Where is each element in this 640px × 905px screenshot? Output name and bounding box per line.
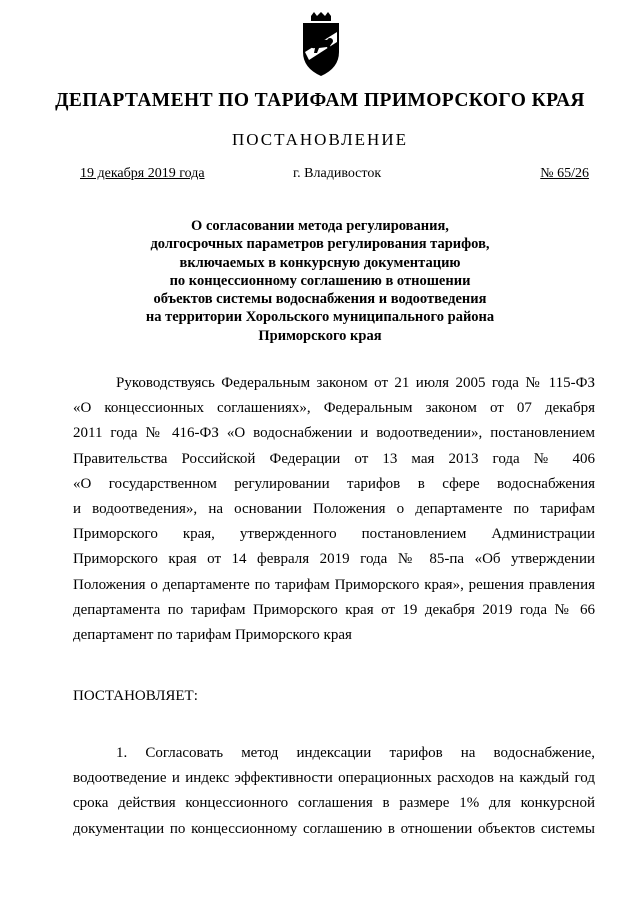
resolution-item-1 [73, 741, 595, 842]
document-subject [100, 217, 540, 345]
preamble-line: 2011 года № 416-ФЗ «О водоснабжении и водоотведении», постановлением [73, 425, 595, 442]
preamble-line: департамента по тарифам Приморского края от 19 декабря 2019 года № 66 [73, 601, 595, 618]
item-line: документации по концессионному соглашению в отношении объектов системы [73, 820, 595, 837]
item-line: срока действия концессионного соглашения в размере 1% для конкурсной [73, 795, 595, 812]
preamble-line: Положения о департаменте по тарифам Приморского края», решения правления [73, 576, 595, 593]
preamble-line: Правительства Российской Федерации от 13 мая 2013 года № 406 [73, 450, 595, 467]
coat-of-arms-emblem [299, 12, 343, 78]
preamble-line: Приморского края, утвержденного постановлением Администрации [73, 526, 595, 543]
document-number: № 65/26 [540, 166, 589, 181]
document-city: г. Владивосток [293, 166, 382, 181]
subject-line: включаемых в конкурсную документацию [179, 254, 461, 271]
item-line: водоотведение и индекс эффективности операционных расходов на каждый год [73, 770, 595, 787]
document-date: 19 декабря 2019 года [80, 166, 205, 181]
preamble-line: «О государственном регулировании тарифов в сфере водоснабжения [73, 475, 595, 492]
resolves-heading: ПОСТАНОВЛЯЕТ: [73, 688, 198, 704]
subject-line: Приморского края [258, 327, 382, 344]
subject-line: долгосрочных параметров регулирования тарифов, [150, 236, 490, 253]
preamble-line: департамент по тарифам Приморского края [73, 627, 352, 644]
preamble-line: «О концессионных соглашениях», Федеральным законом от 07 декабря [73, 400, 595, 417]
item-line: 1. Согласовать метод индексации тарифов на водоснабжение, [116, 745, 595, 761]
preamble-paragraph [73, 371, 595, 648]
preamble-line: и водоотведения», на основании Положения о департаменте по тарифам [73, 501, 595, 518]
preamble-line: Приморского края от 14 февраля 2019 года № 85-па «Об утверждении [73, 551, 595, 568]
document-type: ПОСТАНОВЛЕНИЕ [231, 130, 408, 149]
department-title: ДЕПАРТАМЕНТ ПО ТАРИФАМ ПРИМОРСКОГО КРАЯ [55, 90, 585, 111]
subject-line: по концессионному соглашению в отношении [169, 272, 471, 289]
subject-line: на территории Хорольского муниципального района [145, 309, 495, 326]
subject-line: О согласовании метода регулирования, [191, 218, 449, 234]
preamble-line: Руководствуясь Федеральным законом от 21 июля 2005 года № 115-ФЗ [116, 375, 595, 391]
subject-line: объектов системы водоснабжения и водоотведения [153, 291, 487, 308]
